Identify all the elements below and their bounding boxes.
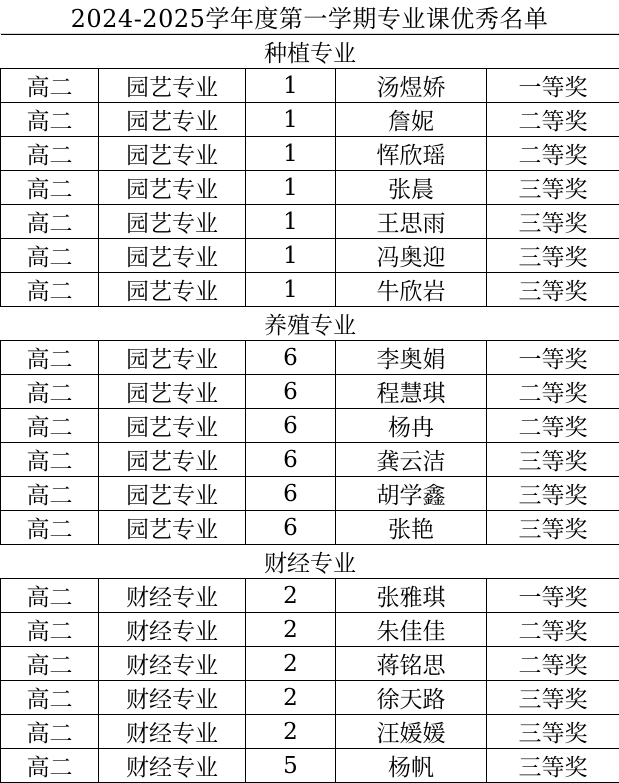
student-name-cell[interactable]: 冯奥迎 [336,239,487,273]
major-cell[interactable]: 财经专业 [99,613,246,647]
student-name-cell[interactable]: 张晨 [336,171,487,205]
grade-cell[interactable]: 高二 [1,613,99,647]
major-cell[interactable]: 园艺专业 [99,239,246,273]
table-row [1,341,619,375]
class-cell[interactable]: 1 [246,239,336,273]
major-cell[interactable]: 财经专业 [99,749,246,783]
grade-cell[interactable]: 高二 [1,171,99,205]
grade-cell[interactable]: 高二 [1,205,99,239]
student-name-cell[interactable]: 龚云洁 [336,443,487,477]
student-name-cell[interactable]: 胡学鑫 [336,477,487,511]
class-cell[interactable]: 6 [246,477,336,511]
grade-cell[interactable]: 高二 [1,69,99,103]
award-table-body [1,35,619,783]
major-cell[interactable]: 园艺专业 [99,375,246,409]
major-cell[interactable]: 园艺专业 [99,205,246,239]
class-cell[interactable]: 6 [246,341,336,375]
grade-cell[interactable]: 高二 [1,477,99,511]
grade-cell[interactable]: 高二 [1,137,99,171]
student-name-cell[interactable]: 李奥娟 [336,341,487,375]
award-cell[interactable]: 三等奖 [487,477,619,511]
major-cell[interactable]: 园艺专业 [99,103,246,137]
class-cell[interactable]: 2 [246,681,336,715]
student-name-cell[interactable]: 汤煜娇 [336,69,487,103]
class-cell[interactable]: 1 [246,137,336,171]
major-cell[interactable]: 园艺专业 [99,341,246,375]
award-cell[interactable]: 三等奖 [487,443,619,477]
grade-cell[interactable]: 高二 [1,647,99,681]
grade-cell[interactable]: 高二 [1,715,99,749]
class-cell[interactable]: 2 [246,579,336,613]
award-cell[interactable]: 一等奖 [487,579,619,613]
grade-cell[interactable]: 高二 [1,579,99,613]
grade-cell[interactable]: 高二 [1,239,99,273]
section-header-row [1,307,619,341]
grade-cell[interactable]: 高二 [1,273,99,307]
table-row [1,647,619,681]
major-cell[interactable]: 财经专业 [99,579,246,613]
award-cell[interactable]: 三等奖 [487,511,619,545]
student-name-cell[interactable]: 杨帆 [336,749,487,783]
section-header-row [1,35,619,69]
table-row [1,375,619,409]
major-cell[interactable]: 园艺专业 [99,511,246,545]
major-cell[interactable]: 园艺专业 [99,273,246,307]
section-title-cell[interactable]: 财经专业 [1,545,619,579]
table-row [1,171,619,205]
table-row [1,511,619,545]
major-cell[interactable]: 园艺专业 [99,171,246,205]
table-row [1,273,619,307]
grade-cell[interactable]: 高二 [1,341,99,375]
grade-cell[interactable]: 高二 [1,103,99,137]
table-row [1,477,619,511]
class-cell[interactable]: 2 [246,613,336,647]
class-cell[interactable]: 1 [246,69,336,103]
student-name-cell[interactable]: 程慧琪 [336,375,487,409]
table-row [1,443,619,477]
student-name-cell[interactable]: 张艳 [336,511,487,545]
class-cell[interactable]: 6 [246,511,336,545]
class-cell[interactable]: 2 [246,715,336,749]
student-name-cell[interactable]: 朱佳佳 [336,613,487,647]
class-cell[interactable]: 1 [246,273,336,307]
class-cell[interactable]: 1 [246,171,336,205]
major-cell[interactable]: 财经专业 [99,715,246,749]
class-cell[interactable]: 6 [246,409,336,443]
student-name-cell[interactable]: 张雅琪 [336,579,487,613]
award-cell[interactable]: 三等奖 [487,205,619,239]
table-row [1,205,619,239]
grade-cell[interactable]: 高二 [1,443,99,477]
grade-cell[interactable]: 高二 [1,409,99,443]
student-name-cell[interactable]: 詹妮 [336,103,487,137]
award-cell[interactable]: 三等奖 [487,715,619,749]
table-row [1,749,619,783]
table-row [1,239,619,273]
award-cell[interactable]: 二等奖 [487,103,619,137]
award-cell[interactable]: 一等奖 [487,69,619,103]
sheet-title[interactable]: 2024-2025学年度第一学期专业课优秀名单 [0,0,619,34]
table-row [1,715,619,749]
table-row [1,103,619,137]
award-cell[interactable]: 二等奖 [487,137,619,171]
table-row [1,409,619,443]
grade-cell[interactable]: 高二 [1,375,99,409]
class-cell[interactable]: 6 [246,375,336,409]
award-cell[interactable]: 三等奖 [487,681,619,715]
student-name-cell[interactable]: 汪媛媛 [336,715,487,749]
award-table [0,34,619,783]
award-cell[interactable]: 三等奖 [487,749,619,783]
award-cell[interactable]: 二等奖 [487,613,619,647]
section-title-cell[interactable]: 种植专业 [1,35,619,69]
grade-cell[interactable]: 高二 [1,511,99,545]
award-cell[interactable]: 三等奖 [487,273,619,307]
table-row [1,613,619,647]
award-cell[interactable]: 三等奖 [487,171,619,205]
major-cell[interactable]: 园艺专业 [99,443,246,477]
student-name-cell[interactable]: 恽欣瑶 [336,137,487,171]
table-row [1,579,619,613]
grade-cell[interactable]: 高二 [1,749,99,783]
table-row [1,681,619,715]
award-cell[interactable]: 二等奖 [487,375,619,409]
class-cell[interactable]: 1 [246,205,336,239]
student-name-cell[interactable]: 杨冉 [336,409,487,443]
class-cell[interactable]: 6 [246,443,336,477]
student-name-cell[interactable]: 徐天路 [336,681,487,715]
student-name-cell[interactable]: 蒋铭思 [336,647,487,681]
section-header-row [1,545,619,579]
major-cell[interactable]: 园艺专业 [99,477,246,511]
grade-cell[interactable]: 高二 [1,681,99,715]
table-row [1,137,619,171]
section-title-cell[interactable]: 养殖专业 [1,307,619,341]
major-cell[interactable]: 财经专业 [99,647,246,681]
class-cell[interactable]: 5 [246,749,336,783]
student-name-cell[interactable]: 牛欣岩 [336,273,487,307]
award-cell[interactable]: 二等奖 [487,647,619,681]
class-cell[interactable]: 1 [246,103,336,137]
award-cell[interactable]: 二等奖 [487,409,619,443]
table-row [1,69,619,103]
award-cell[interactable]: 一等奖 [487,341,619,375]
major-cell[interactable]: 园艺专业 [99,137,246,171]
major-cell[interactable]: 园艺专业 [99,69,246,103]
student-name-cell[interactable]: 王思雨 [336,205,487,239]
award-cell[interactable]: 三等奖 [487,239,619,273]
major-cell[interactable]: 园艺专业 [99,409,246,443]
class-cell[interactable]: 2 [246,647,336,681]
major-cell[interactable]: 财经专业 [99,681,246,715]
